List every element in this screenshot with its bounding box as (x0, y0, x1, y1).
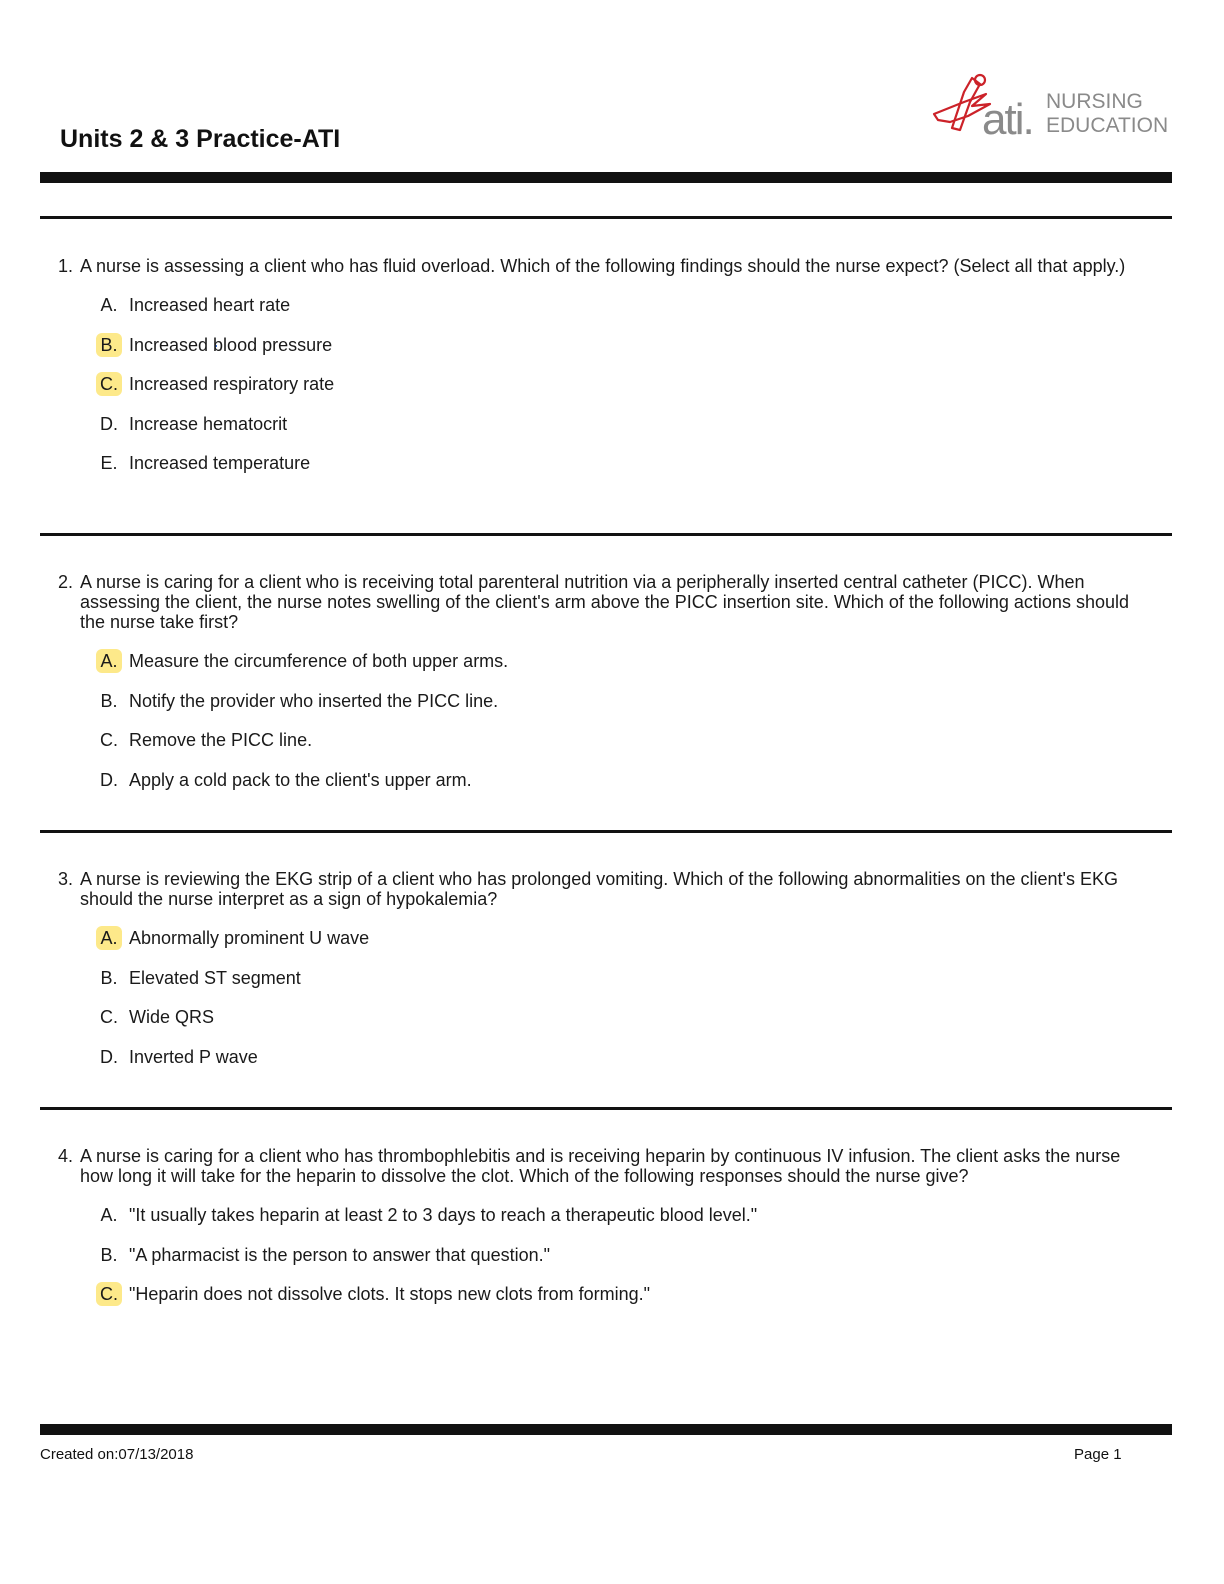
question-2 (40, 572, 1140, 809)
option-letter-highlighted: C. (96, 372, 122, 396)
option-text: Increased heart rate (129, 295, 291, 315)
option-text: Wide QRS (129, 1007, 215, 1027)
option-letter: C. (100, 730, 118, 750)
option-text: Elevated ST segment (129, 967, 301, 988)
option-text: "Heparin does not dissolve clots. It stops new clots from forming." (129, 1284, 650, 1304)
option-text: Increased temperature (129, 453, 311, 473)
question-3 (40, 869, 1140, 1086)
option-text: Remove the PICC line. (129, 730, 313, 750)
question-stem (40, 256, 1140, 276)
answer-options (40, 295, 1140, 473)
answer-option[interactable] (40, 295, 1140, 315)
logo-nursing: NURSING (1046, 90, 1143, 113)
option-text: Inverted P wave (129, 1046, 258, 1067)
question-text: A nurse is assessing a client who has fluid overload. Which of the following findings should the nurse expect? (Select all that apply.) (80, 256, 1126, 276)
option-letter: B. (100, 1244, 118, 1265)
option-text: Increased blood pressure (129, 334, 333, 355)
question-text: A nurse is reviewing the EKG strip of a client who has prolonged vomiting. Which of the following abnormalities on the client's EKG should the nurse interpret as a sign of hypokalemia? (80, 869, 1118, 909)
page-number: Page 1 (1074, 1446, 1122, 1463)
option-text: "It usually takes heparin at least 2 to 3 days to reach a therapeutic blood level." (129, 1205, 758, 1225)
answer-option[interactable] (40, 1007, 1140, 1027)
option-letter-highlighted: C. (96, 1282, 122, 1306)
answer-option[interactable] (40, 414, 1140, 434)
logo-mark: ati. (982, 95, 1033, 144)
question-divider (40, 830, 1172, 833)
question-text: A nurse is caring for a client who has thrombophlebitis and is receiving heparin by continuous IV infusion. The client asks the nurse how long it will take for the heparin to dissolve the clot. Which of the following responses should the nurse give? (80, 1146, 1121, 1186)
answer-option[interactable] (40, 374, 1140, 394)
option-letter-highlighted: A. (96, 926, 122, 950)
answer-options (40, 1205, 1140, 1304)
answer-option[interactable] (40, 651, 1140, 671)
question-divider (40, 533, 1172, 536)
question-4 (40, 1146, 1140, 1324)
answer-option[interactable] (40, 1245, 1140, 1265)
header-divider (40, 172, 1172, 183)
answer-option[interactable] (40, 453, 1140, 473)
answer-option[interactable] (40, 730, 1140, 750)
question-number: 1. (58, 256, 74, 276)
option-letter: D. (100, 1046, 118, 1067)
question-stem (40, 572, 1140, 632)
option-text: Apply a cold pack to the client's upper arm. (129, 769, 472, 790)
ati-nursing-education-logo (924, 72, 1169, 144)
question-text: A nurse is caring for a client who is receiving total parenteral nutrition via a peripherally inserted central catheter (PICC). When assessing the client, the nurse notes swelling of the client's arm above the PICC insertion site. Which of the following actions should the nurse take first? (80, 572, 1129, 632)
option-text: "A pharmacist is the person to answer that question." (129, 1244, 551, 1265)
section-divider (40, 216, 1172, 219)
option-letter-highlighted: A. (96, 649, 122, 673)
question-divider (40, 1107, 1172, 1110)
answer-option[interactable] (40, 1284, 1140, 1304)
option-letter: E. (100, 453, 118, 473)
option-text: Abnormally prominent U wave (129, 928, 370, 948)
answer-option[interactable] (40, 968, 1140, 988)
option-letter: D. (100, 413, 118, 434)
ati-logo-graphic (924, 72, 1169, 144)
answer-option[interactable] (40, 335, 1140, 355)
answer-option[interactable] (40, 770, 1140, 790)
question-number: 3. (58, 869, 74, 889)
option-letter: A. (100, 1205, 118, 1225)
question-number: 4. (58, 1146, 74, 1166)
answer-option[interactable] (40, 691, 1140, 711)
question-number: 2. (58, 572, 74, 592)
answer-options (40, 928, 1140, 1067)
option-text: Measure the circumference of both upper arms. (129, 651, 509, 671)
option-letter: D. (100, 769, 118, 790)
question-stem (40, 869, 1140, 909)
option-letter: A. (100, 295, 118, 315)
option-text: Increased respiratory rate (129, 374, 335, 394)
answer-options (40, 651, 1140, 790)
answer-option[interactable] (40, 1205, 1140, 1225)
question-1 (40, 256, 1140, 493)
footer-divider (40, 1424, 1172, 1435)
answer-option[interactable] (40, 1047, 1140, 1067)
option-letter: B. (100, 690, 118, 711)
option-text: Notify the provider who inserted the PICC line. (129, 690, 499, 711)
answer-option[interactable] (40, 928, 1140, 948)
option-text: Increase hematocrit (129, 413, 288, 434)
option-letter: C. (100, 1007, 118, 1027)
option-letter: B. (100, 967, 118, 988)
logo-education: EDUCATION (1046, 114, 1169, 137)
created-date: Created on:07/13/2018 (40, 1446, 194, 1463)
option-letter-highlighted: B. (96, 333, 122, 357)
page-title: Units 2 & 3 Practice-ATI (60, 125, 341, 153)
question-stem (40, 1146, 1140, 1186)
